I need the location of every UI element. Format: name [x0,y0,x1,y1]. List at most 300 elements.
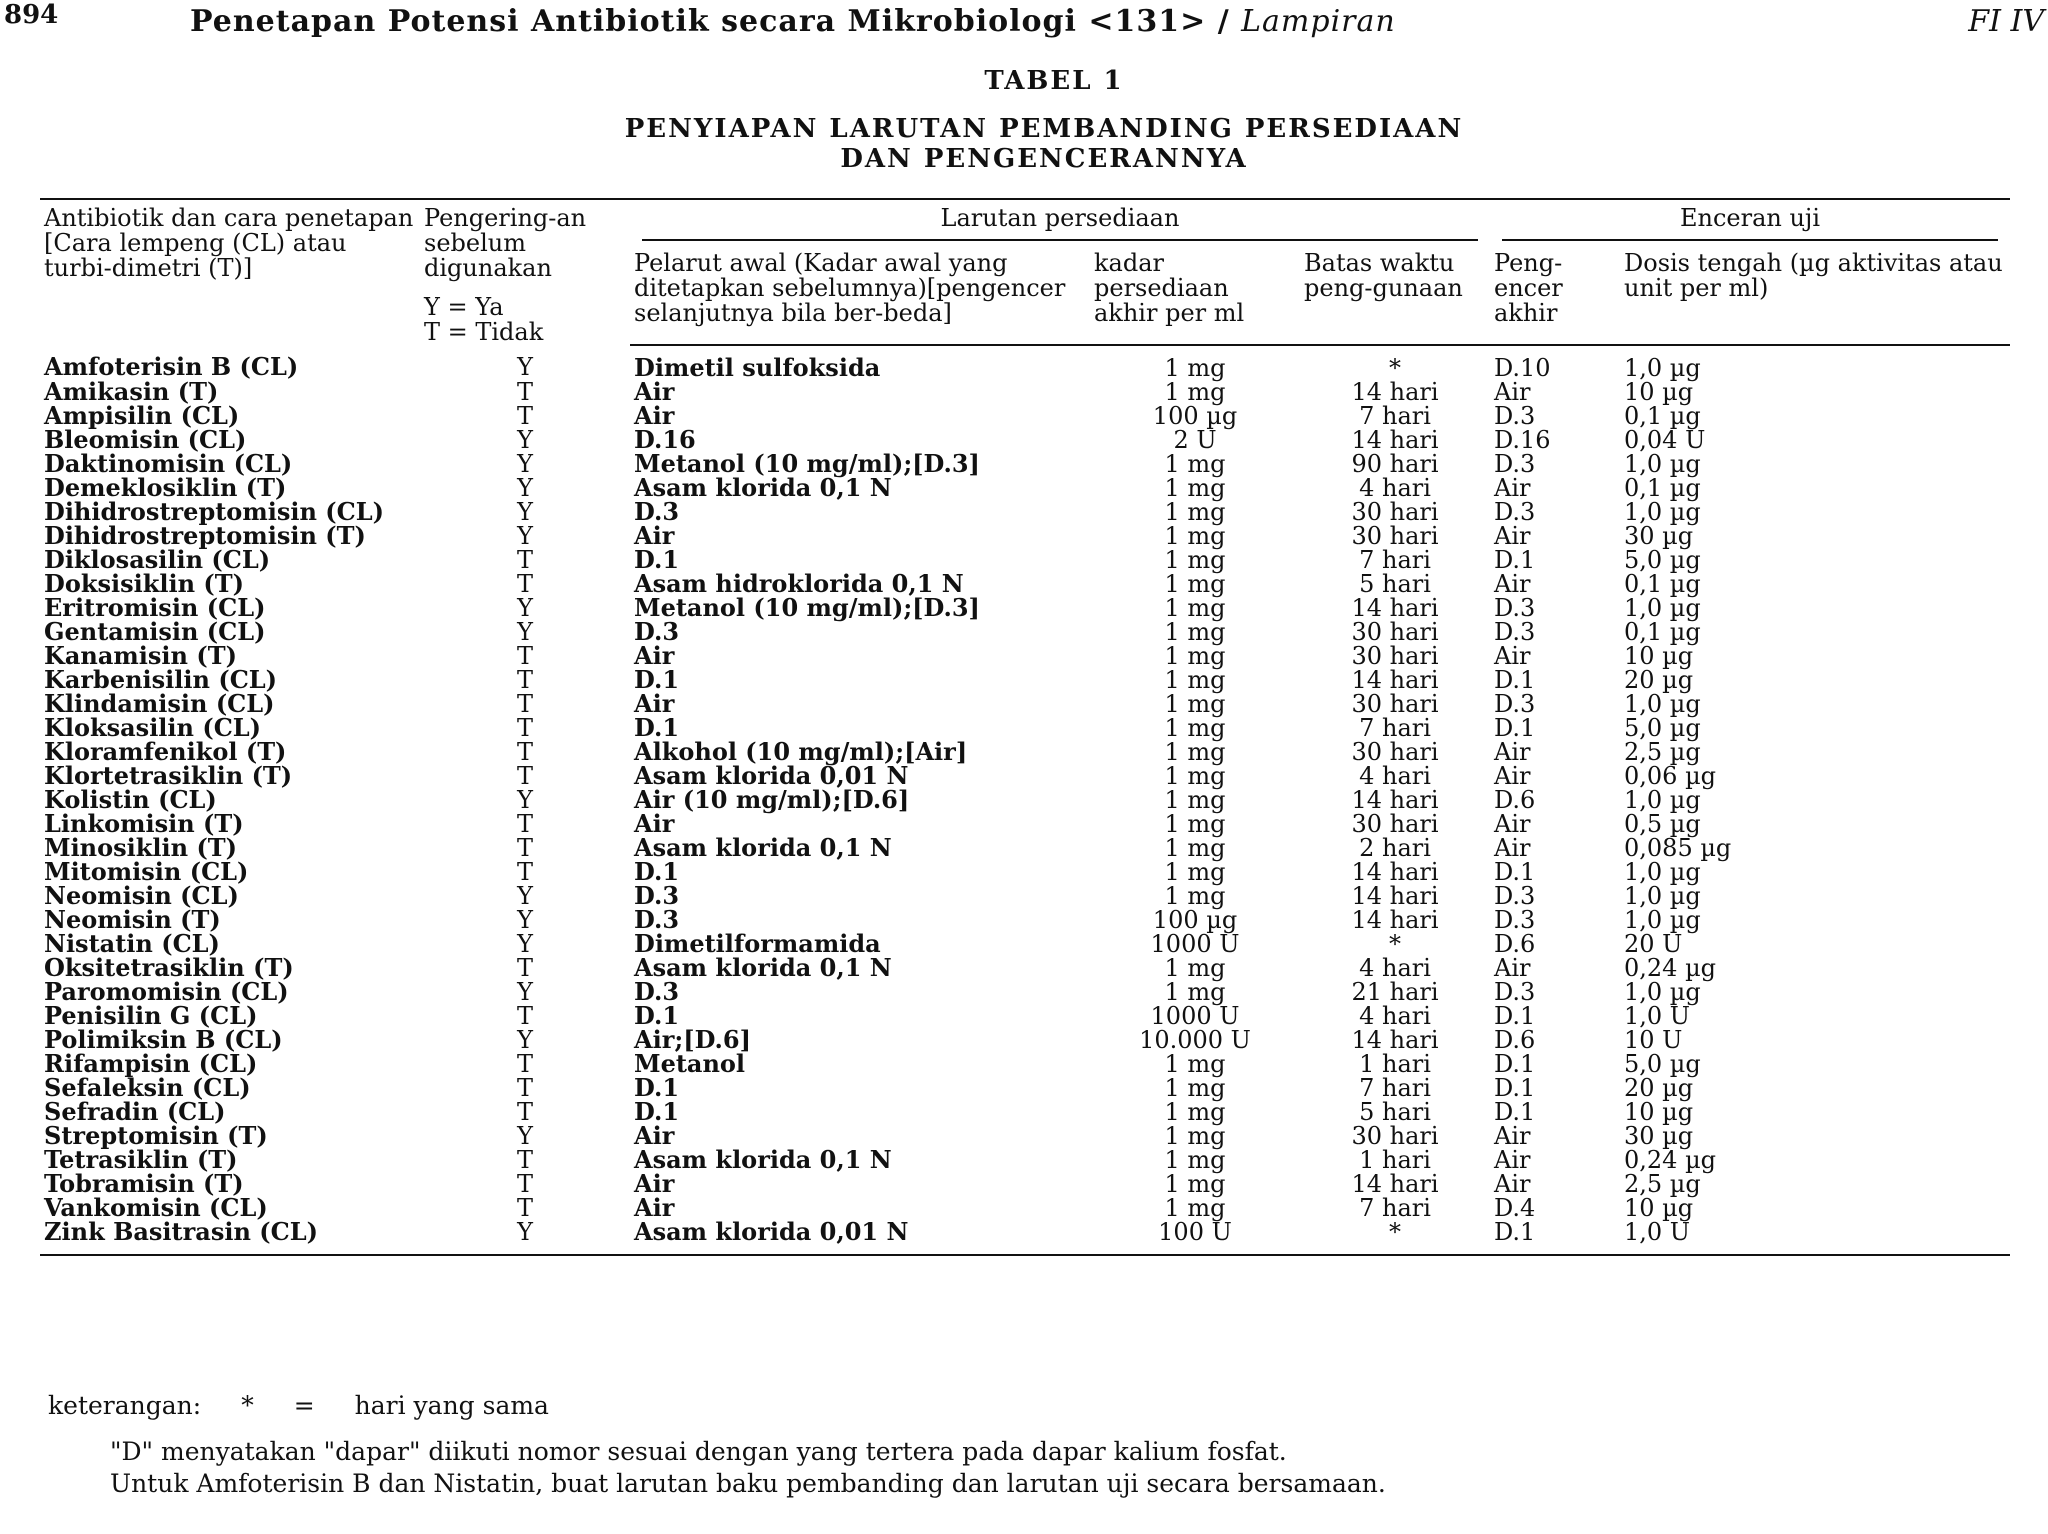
table-row [40,548,2010,572]
cell-median-dose: 1,0 µg [1624,594,1701,622]
table-row [40,428,2010,452]
cell-final-concentration: 1 mg [1164,738,1226,766]
cell-median-dose: 10 µg [1624,642,1694,670]
cell-antibiotic-name: Kanamisin (T) [44,641,237,670]
cell-final-concentration: 1 mg [1164,690,1226,718]
cell-median-dose: 30 µg [1624,1122,1694,1150]
cell-final-concentration: 1 mg [1164,882,1226,910]
cell-final-diluent: D.1 [1494,858,1536,886]
cell-time-limit: 14 hari [1351,378,1439,406]
cell-solvent: D.16 [634,425,696,454]
table-row [40,1196,2010,1220]
cell-final-diluent: D.6 [1494,1026,1536,1054]
cell-final-diluent: Air [1494,474,1531,502]
header-final-diluent: Peng-encer akhir [1490,243,1620,345]
table-row [40,884,2010,908]
cell-final-concentration: 1 mg [1164,978,1226,1006]
cell-antibiotic-name: Tetrasiklin (T) [44,1145,238,1174]
cell-antibiotic-name: Streptomisin (T) [44,1121,268,1150]
cell-drying: T [516,1002,533,1030]
table-row [40,1124,2010,1148]
cell-antibiotic-name: Klortetrasiklin (T) [44,761,293,790]
cell-time-limit: * [1389,930,1401,958]
cell-drying: T [516,810,533,838]
cell-solvent: D.3 [634,497,680,526]
cell-time-limit: 14 hari [1351,882,1439,910]
cell-drying: Y [517,978,533,1006]
cell-drying: T [516,1074,533,1102]
cell-final-diluent: D.10 [1494,354,1551,382]
table-row [40,1004,2010,1028]
table-row [40,404,2010,428]
cell-time-limit: 14 hari [1351,594,1439,622]
cell-median-dose: 1,0 µg [1624,354,1701,382]
cell-median-dose: 0,1 µg [1624,618,1701,646]
notes [48,1390,1386,1500]
notes-equals: = [293,1391,315,1420]
cell-median-dose: 1,0 U [1620,1220,2010,1255]
header-stock-solution-group [630,199,1490,243]
table-row [40,1028,2010,1052]
cell-time-limit: 21 hari [1351,978,1439,1006]
cell-antibiotic-name: Amfoterisin B (CL) [44,352,299,381]
cell-final-concentration: 1 mg [1164,858,1226,886]
cell-solvent: Air [634,809,675,838]
cell-drying: T [516,714,533,742]
cell-median-dose: 0,1 µg [1624,570,1701,598]
table-row [40,380,2010,404]
cell-final-concentration: 1000 U [1150,930,1240,958]
cell-final-diluent: Air [1494,810,1531,838]
cell-final-diluent: D.3 [1494,594,1536,622]
cell-median-dose: 0,085 µg [1624,834,1732,862]
cell-antibiotic-name: Polimiksin B (CL) [44,1025,283,1054]
cell-median-dose: 1,0 µg [1624,450,1701,478]
cell-final-diluent: Air [1494,1170,1531,1198]
cell-final-diluent: Air [1494,1122,1531,1150]
cell-final-diluent: D.1 [1494,1050,1536,1078]
cell-solvent: Asam klorida 0,1 N [634,1145,892,1174]
cell-antibiotic-name: Karbenisilin (CL) [44,665,278,694]
cell-solvent: Dimetil sulfoksida [634,353,881,382]
running-title [190,4,1396,39]
cell-solvent: D.3 [634,617,680,646]
cell-time-limit: 14 hari [1351,666,1439,694]
header-time-limit: Batas waktu peng-gunaan [1300,243,1490,345]
cell-final-concentration: 1 mg [1164,786,1226,814]
cell-final-concentration: 1 mg [1164,834,1226,862]
cell-solvent: Alkohol (10 mg/ml);[Air] [634,737,968,766]
cell-final-diluent: D.3 [1494,978,1536,1006]
cell-solvent: Asam klorida 0,1 N [634,473,892,502]
table-row [40,572,2010,596]
cell-time-limit: 14 hari [1351,426,1439,454]
cell-time-limit: 30 hari [1351,1122,1439,1150]
cell-drying: T [516,642,533,670]
cell-final-concentration: 1000 U [1150,1002,1240,1030]
table-row [40,596,2010,620]
cell-final-concentration: 1 mg [1164,642,1226,670]
cell-time-limit: 30 hari [1351,738,1439,766]
cell-antibiotic-name: Demeklosiklin (T) [44,473,287,502]
cell-final-diluent: Air [1494,570,1531,598]
cell-drying: Y [517,1026,533,1054]
cell-antibiotic-name: Kolistin (CL) [44,785,217,814]
cell-final-concentration: 1 mg [1164,762,1226,790]
cell-final-concentration: 1 mg [1164,714,1226,742]
cell-final-diluent: Air [1494,522,1531,550]
cell-final-diluent: D.3 [1494,690,1536,718]
table-row [40,1052,2010,1076]
cell-median-dose: 0,24 µg [1624,1146,1717,1174]
cell-final-diluent: D.3 [1494,450,1536,478]
header-final-concentration: kadar persediaan akhir per ml [1090,243,1300,345]
cell-median-dose: 1,0 µg [1624,786,1701,814]
cell-median-dose: 1,0 µg [1624,906,1701,934]
running-title-separator: / [1206,4,1242,39]
cell-final-diluent: D.6 [1494,786,1536,814]
cell-solvent: D.3 [634,881,680,910]
cell-drying: Y [517,474,533,502]
cell-final-diluent: D.16 [1494,426,1551,454]
cell-final-diluent: D.3 [1494,402,1536,430]
cell-median-dose: 0,24 µg [1624,954,1717,982]
header-median-dose: Dosis tengah (µg aktivitas atau unit per ml) [1620,243,2010,345]
cell-time-limit: 1 hari [1359,1146,1431,1174]
cell-final-diluent: D.1 [1494,1074,1536,1102]
header-test-dilution-label: Enceran uji [1679,204,1821,232]
antibiotic-table [40,198,2010,1256]
cell-antibiotic-name: Oksitetrasiklin (T) [44,953,294,982]
cell-median-dose: 1,0 µg [1624,882,1701,910]
cell-final-diluent: Air [1494,834,1531,862]
cell-final-concentration: 1 mg [1164,450,1226,478]
table-row [40,1148,2010,1172]
cell-final-diluent: D.1 [1494,714,1536,742]
cell-time-limit: 7 hari [1359,1194,1431,1222]
cell-solvent: D.3 [634,977,680,1006]
cell-final-concentration: 100 U [1090,1220,1300,1255]
cell-median-dose: 0,1 µg [1624,474,1701,502]
cell-drying: T [516,402,533,430]
cell-time-limit: 7 hari [1359,1074,1431,1102]
cell-time-limit: 30 hari [1351,618,1439,646]
cell-solvent: D.1 [634,857,680,886]
cell-solvent: Asam klorida 0,1 N [634,833,892,862]
cell-final-concentration: 1 mg [1164,522,1226,550]
cell-antibiotic-name: Amikasin (T) [44,377,219,406]
table-row [40,1100,2010,1124]
cell-median-dose: 1,0 µg [1624,978,1701,1006]
cell-antibiotic-name: Nistatin (CL) [44,929,220,958]
cell-drying: Y [517,450,533,478]
cell-antibiotic-name: Doksisiklin (T) [44,569,244,598]
cell-final-concentration: 10.000 U [1139,1026,1251,1054]
antibiotic-table-container [40,198,2010,1256]
cell-drying: T [516,666,533,694]
table-row [40,932,2010,956]
cell-time-limit: 14 hari [1351,786,1439,814]
cell-antibiotic-name: Minosiklin (T) [44,833,238,862]
cell-drying: T [516,762,533,790]
cell-antibiotic-name: Penisilin G (CL) [44,1001,258,1030]
cell-median-dose: 5,0 µg [1624,1050,1701,1078]
table-row [40,1076,2010,1100]
cell-drying: T [516,954,533,982]
cell-drying: T [516,1146,533,1174]
cell-final-diluent: D.1 [1494,546,1536,574]
cell-drying: Y [517,930,533,958]
cell-median-dose: 0,06 µg [1624,762,1717,790]
cell-drying: Y [517,1122,533,1150]
cell-final-concentration: 1 mg [1164,354,1226,382]
cell-time-limit: 30 hari [1351,810,1439,838]
table-body [40,345,2010,1255]
cell-time-limit: * [1300,1220,1490,1255]
cell-antibiotic-name: Mitomisin (CL) [44,857,249,886]
table-row [40,524,2010,548]
cell-final-diluent: Air [1494,738,1531,766]
cell-final-concentration: 1 mg [1164,594,1226,622]
cell-time-limit: 4 hari [1359,762,1431,790]
cell-drying: Y [517,594,533,622]
cell-antibiotic-name: Kloksasilin (CL) [44,713,262,742]
table-row [40,956,2010,980]
cell-median-dose: 5,0 µg [1624,546,1701,574]
cell-antibiotic-name: Vankomisin (CL) [44,1193,268,1222]
cell-antibiotic-name: Tobramisin (T) [44,1169,244,1198]
cell-solvent: Air [634,1169,675,1198]
cell-drying: Y [517,882,533,910]
cell-solvent: Asam klorida 0,1 N [634,953,892,982]
cell-time-limit: 7 hari [1359,546,1431,574]
cell-median-dose: 10 µg [1624,1098,1694,1126]
cell-drying: T [516,738,533,766]
table-row [40,452,2010,476]
cell-drying: Y [517,426,533,454]
cell-antibiotic-name: Neomisin (T) [44,905,221,934]
cell-median-dose: 10 µg [1624,1194,1694,1222]
cell-solvent: D.1 [634,1073,680,1102]
cell-final-diluent: D.1 [1494,1002,1536,1030]
cell-drying: T [516,546,533,574]
cell-drying: T [516,1050,533,1078]
cell-antibiotic-name: Diklosasilin (CL) [44,545,271,574]
cell-median-dose: 20 µg [1624,666,1694,694]
cell-final-diluent: Air [1494,762,1531,790]
cell-final-concentration: 2 U [1173,426,1217,454]
cell-antibiotic-name: Neomisin (CL) [44,881,239,910]
cell-antibiotic-name: Dihidrostreptomisin (T) [44,521,366,550]
cell-time-limit: 5 hari [1359,570,1431,598]
notes-legend [48,1390,1386,1422]
cell-drying: T [516,1098,533,1126]
cell-final-concentration: 1 mg [1164,1098,1226,1126]
cell-solvent: D.1 [634,1001,680,1030]
page-number: 894 [4,0,59,30]
cell-final-concentration: 100 µg [1152,402,1238,430]
cell-solvent: Air [634,1121,675,1150]
cell-final-diluent: Air [1494,954,1531,982]
cell-median-dose: 0,1 µg [1624,402,1701,430]
cell-solvent: D.3 [634,905,680,934]
cell-solvent: Air (10 mg/ml);[D.6] [634,785,910,814]
table-row [40,980,2010,1004]
cell-final-diluent: D.4 [1494,1194,1536,1222]
cell-time-limit: 30 hari [1351,642,1439,670]
table-row [40,1172,2010,1196]
cell-antibiotic-name: Linkomisin (T) [44,809,244,838]
cell-drying: T [516,1170,533,1198]
cell-solvent: D.1 [634,545,680,574]
table-row [40,836,2010,860]
header-test-dilution-group [1490,199,2010,243]
cell-time-limit: 4 hari [1359,954,1431,982]
cell-time-limit: * [1389,354,1401,382]
cell-time-limit: 1 hari [1359,1050,1431,1078]
cell-final-concentration: 1 mg [1164,474,1226,502]
cell-final-diluent: D.1 [1490,1220,1620,1255]
cell-antibiotic-name: Zink Basitrasin (CL) [40,1220,420,1255]
cell-antibiotic-name: Eritromisin (CL) [44,593,266,622]
cell-final-concentration: 1 mg [1164,954,1226,982]
table-row [40,1220,2010,1255]
cell-drying: T [516,1194,533,1222]
cell-final-concentration: 1 mg [1164,810,1226,838]
table-header [40,199,2010,345]
cell-solvent: Air [634,641,675,670]
cell-final-diluent: Air [1494,378,1531,406]
table-title [20,114,2048,174]
table-row [40,345,2010,380]
cell-antibiotic-name: Kloramfenikol (T) [44,737,287,766]
cell-drying: Y [517,498,533,526]
cell-time-limit: 30 hari [1351,522,1439,550]
cell-solvent: Asam klorida 0,01 N [634,761,909,790]
cell-drying: T [516,858,533,886]
cell-drying: Y [517,522,533,550]
cell-solvent: Air [634,1193,675,1222]
notes-asterisk-meaning: hari yang sama [354,1391,549,1420]
cell-median-dose: 30 µg [1624,522,1694,550]
cell-final-diluent: D.1 [1494,1098,1536,1126]
cell-drying: Y [517,786,533,814]
cell-final-concentration: 1 mg [1164,546,1226,574]
cell-solvent: Air [634,689,675,718]
cell-antibiotic-name: Bleomisin (CL) [44,425,247,454]
cell-solvent: Air;[D.6] [634,1025,751,1054]
cell-final-diluent: Air [1494,1146,1531,1174]
header-drying-label: Pengering-an sebelum digunakan [424,204,587,282]
cell-time-limit: 7 hari [1359,714,1431,742]
cell-final-concentration: 1 mg [1164,378,1226,406]
cell-final-diluent: D.3 [1494,882,1536,910]
cell-final-concentration: 1 mg [1164,498,1226,526]
header-antibiotic: Antibiotik dan cara penetapan [Cara lempeng (CL) atau turbi-dimetri (T)] [40,199,420,345]
cell-final-diluent: D.3 [1494,906,1536,934]
cell-median-dose: 10 µg [1624,378,1694,406]
cell-median-dose: 10 U [1624,1026,1683,1054]
table-row [40,644,2010,668]
table-row [40,716,2010,740]
table-row [40,788,2010,812]
table-row [40,812,2010,836]
cell-time-limit: 14 hari [1351,858,1439,886]
cell-antibiotic-name: Daktinomisin (CL) [44,449,293,478]
cell-solvent: Metanol [634,1049,746,1078]
cell-final-concentration: 1 mg [1164,1122,1226,1150]
cell-final-diluent: D.6 [1494,930,1536,958]
cell-time-limit: 14 hari [1351,906,1439,934]
header-drying-key: Y = Ya T = Tidak [424,293,544,346]
cell-median-dose: 0,04 U [1624,426,1706,454]
cell-solvent: Air [634,377,675,406]
notes-label: keterangan: [48,1391,202,1420]
table-row [40,740,2010,764]
cell-drying: T [516,378,533,406]
cell-antibiotic-name: Gentamisin (CL) [44,617,266,646]
table-row [40,668,2010,692]
header-stock-solution-label: Larutan persediaan [940,204,1180,232]
table-row [40,692,2010,716]
cell-time-limit: 30 hari [1351,498,1439,526]
cell-time-limit: 4 hari [1359,1002,1431,1030]
cell-drying: T [516,834,533,862]
cell-median-dose: 1,0 U [1624,1002,1691,1030]
cell-median-dose: 2,5 µg [1624,738,1701,766]
cell-final-concentration: 1 mg [1164,1074,1226,1102]
cell-solvent: Asam hidroklorida 0,1 N [634,569,964,598]
cell-median-dose: 0,5 µg [1624,810,1701,838]
cell-solvent: D.1 [634,713,680,742]
cell-antibiotic-name: Ampisilin (CL) [44,401,240,430]
cell-time-limit: 5 hari [1359,1098,1431,1126]
cell-solvent: Asam klorida 0,01 N [630,1220,1090,1255]
cell-median-dose: 20 µg [1624,1074,1694,1102]
cell-solvent: Dimetilformamida [634,929,881,958]
cell-drying: T [516,690,533,718]
table-title-line1: PENYIAPAN LARUTAN PEMBANDING PERSEDIAAN [624,114,1464,144]
cell-final-diluent: D.3 [1494,618,1536,646]
cell-drying: Y [517,353,533,381]
notes-line-1: "D" menyatakan "dapar" diikuti nomor sesuai dengan yang tertera pada dapar kalium fosfat. [110,1437,1287,1466]
cell-solvent: D.1 [634,665,680,694]
cell-time-limit: 90 hari [1351,450,1439,478]
cell-antibiotic-name: Sefradin (CL) [44,1097,226,1126]
cell-solvent: Metanol (10 mg/ml);[D.3] [634,449,980,478]
book-label: FI IV [1968,4,2044,39]
table-row [40,908,2010,932]
cell-final-concentration: 1 mg [1164,1050,1226,1078]
header-solvent: Pelarut awal (Kadar awal yang ditetapkan sebelumnya)[pengencer selanjutnya bila ber-beda] [630,243,1090,345]
notes-asterisk: * [241,1391,254,1420]
cell-solvent: D.1 [634,1097,680,1126]
cell-time-limit: 4 hari [1359,474,1431,502]
group-underline [642,239,1478,241]
cell-drying: Y [517,618,533,646]
cell-median-dose: 1,0 µg [1624,858,1701,886]
table-title-line2: DAN PENGENCERANNYA [840,144,1248,174]
cell-final-concentration: 1 mg [1164,1146,1226,1174]
cell-antibiotic-name: Dihidrostreptomisin (CL) [44,497,384,526]
running-title-appendix: Lampiran [1241,4,1396,39]
cell-antibiotic-name: Klindamisin (CL) [44,689,275,718]
header-drying [420,199,630,345]
cell-solvent: Metanol (10 mg/ml);[D.3] [634,593,980,622]
notes-line-2: Untuk Amfoterisin B dan Nistatin, buat larutan baku pembanding dan larutan uji secara bersamaan. [110,1469,1386,1498]
cell-time-limit: 2 hari [1359,834,1431,862]
cell-final-concentration: 1 mg [1164,618,1226,646]
